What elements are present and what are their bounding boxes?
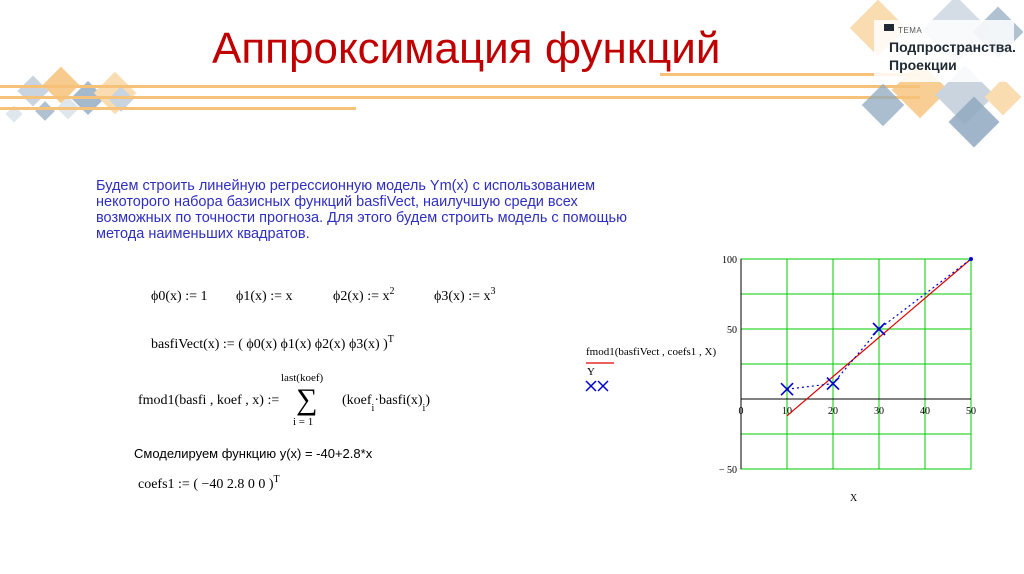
topic-name [889, 38, 1016, 74]
intro-paragraph: Будем строить линейную регрессионную модель Ym(x) с использованием некоторого набора базисных функций basfiVect, наилучшую среди всех возможных по точности прогноза. Для этого будем строить модель с помощью метода наименьших квадратов. [96, 178, 627, 242]
legend-series-2-swatch [584, 378, 614, 394]
x-tick-label: 10 [782, 406, 792, 417]
sum-body-basfi: ·basfi(x) [374, 393, 423, 408]
phi3-exponent: 3 [490, 286, 496, 297]
phi2-exponent: 2 [389, 286, 395, 297]
phi0-definition: ϕ0(x) := 1 [151, 289, 208, 304]
x-tick-label: 50 [966, 406, 976, 417]
phi3-base: ϕ3(x) := x [434, 289, 491, 304]
orange-stripe-1 [0, 85, 920, 88]
sum-body-close: ) [425, 393, 430, 408]
slide-title: Аппроксимация функций [212, 24, 721, 73]
regression-chart [700, 250, 1000, 510]
chart-grid [738, 259, 971, 469]
sum-body-index-1: i [371, 402, 375, 414]
x-tick-label: 40 [920, 406, 930, 417]
phi3-definition [434, 286, 496, 305]
phi2-definition [333, 286, 395, 305]
basfivect-definition [151, 334, 394, 353]
basfivect-body: basfiVect(x) := ( ϕ0(x) ϕ1(x) ϕ2(x) ϕ3(x) ) [151, 337, 388, 352]
x-tick-label: 0 [738, 406, 744, 417]
coefs-definition [138, 474, 280, 493]
sum-body-open: (koef [342, 393, 372, 408]
y-tick-label: 100 [722, 255, 737, 266]
coefs-body: coefs1 := ( −40 2.8 0 0 ) [138, 477, 274, 492]
sum-body [342, 393, 430, 414]
sum-body-index-2: i [422, 402, 426, 414]
sum-upper-limit: last(koef) [281, 372, 324, 384]
sum-lower-limit: i = 1 [293, 416, 314, 428]
phi1-definition: ϕ1(x) := x [236, 289, 293, 304]
topic-marker-icon [884, 24, 894, 31]
chart-series [781, 257, 973, 416]
fmod-lhs: fmod1(basfi , koef , x) := [138, 393, 280, 408]
topic-line-2: Проекции [889, 57, 957, 73]
y-tick-label: 50 [727, 325, 737, 336]
orange-stripe-2 [0, 96, 920, 99]
model-statement: Смоделируем функцию y(x) = -40+2.8*x [134, 446, 373, 461]
coefs-transpose: T [273, 474, 280, 485]
orange-stripe-3 [0, 107, 356, 110]
sum-sign: ∑ [296, 383, 318, 416]
x-tick-label: 30 [874, 406, 884, 417]
y-tick-label: − 50 [718, 465, 737, 476]
basfivect-transpose: T [387, 334, 394, 345]
legend-series-2-label: Y [587, 366, 595, 378]
data-point [969, 257, 973, 261]
topic-line-1: Подпространства. [889, 39, 1016, 55]
legend-series-1-label: fmod1(basfiVect , coefs1 , X) [586, 346, 717, 358]
left-diamond-cluster [6, 67, 137, 123]
x-tick-label: 20 [828, 406, 838, 417]
x-axis-label: X [850, 493, 858, 504]
topic-label: ТЕМА [898, 26, 923, 35]
phi2-base: ϕ2(x) := x [333, 289, 390, 304]
